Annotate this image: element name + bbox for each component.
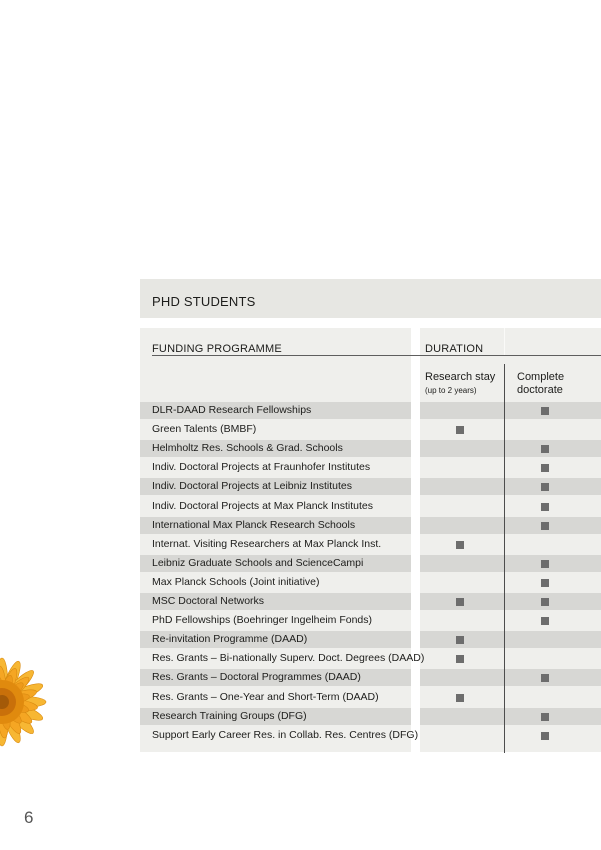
dahlia-flower-image [0, 610, 103, 790]
programme-name: DLR-DAAD Research Fellowships [152, 404, 312, 416]
table-row [0, 459, 601, 476]
programme-name: Indiv. Doctoral Projects at Max Planck Institutes [152, 500, 373, 512]
programme-name: Res. Grants – Doctoral Programmes (DAAD) [152, 671, 361, 683]
duration-divider [504, 364, 505, 753]
complete-doctorate-marker [541, 483, 549, 491]
row-background [420, 498, 601, 515]
row-background [420, 612, 601, 629]
programme-name: Res. Grants – One-Year and Short-Term (DAAD) [152, 691, 379, 703]
table-row [0, 402, 601, 419]
row-background [420, 593, 601, 610]
row-background [420, 440, 601, 457]
research-stay-marker [456, 541, 464, 549]
complete-doctorate-line2: doctorate [517, 384, 563, 396]
programme-name: Internat. Visiting Researchers at Max Planck Inst. [152, 538, 382, 550]
complete-doctorate-marker [541, 522, 549, 530]
row-background [420, 689, 601, 706]
row-background [420, 421, 601, 438]
row-background [420, 708, 601, 725]
programme-name: Indiv. Doctoral Projects at Leibniz Institutes [152, 480, 352, 492]
funding-programme-header: FUNDING PROGRAMME [152, 343, 282, 355]
research-stay-label: Research stay [425, 371, 496, 383]
table-row [0, 498, 601, 515]
research-stay-marker [456, 694, 464, 702]
complete-doctorate-marker [541, 445, 549, 453]
row-background [420, 650, 601, 667]
programme-name: Helmholtz Res. Schools & Grad. Schools [152, 442, 343, 454]
row-background [420, 478, 601, 495]
programme-name: Research Training Groups (DFG) [152, 710, 307, 722]
complete-doctorate-marker [541, 713, 549, 721]
programme-name: Indiv. Doctoral Projects at Fraunhofer Institutes [152, 461, 371, 473]
row-background [420, 574, 601, 591]
programme-name: Support Early Career Res. in Collab. Res. Centres (DFG) [152, 729, 419, 741]
page-number: 6 [24, 808, 34, 827]
duration-header: DURATION [425, 343, 484, 355]
table-row [0, 517, 601, 534]
programme-name: Re-invitation Programme (DAAD) [152, 633, 308, 645]
programme-name: Green Talents (BMBF) [152, 423, 257, 435]
table-row [0, 574, 601, 591]
table-row [0, 440, 601, 457]
row-background [420, 555, 601, 572]
table-row [0, 478, 601, 495]
complete-doctorate-marker [541, 464, 549, 472]
complete-doctorate-marker [541, 674, 549, 682]
row-background [420, 669, 601, 686]
row-background [420, 517, 601, 534]
row-background [420, 727, 601, 744]
row-background [420, 402, 601, 419]
programme-name: MSC Doctoral Networks [152, 595, 265, 607]
table-row [0, 536, 601, 553]
table-row [0, 421, 601, 438]
complete-doctorate-marker [541, 560, 549, 568]
row-background [420, 459, 601, 476]
research-stay-marker [456, 636, 464, 644]
row-background [420, 631, 601, 648]
complete-doctorate-marker [541, 732, 549, 740]
table-row [0, 593, 601, 610]
programme-name: International Max Planck Research Schools [152, 519, 356, 531]
research-stay-note: (up to 2 years) [425, 386, 477, 395]
complete-doctorate-marker [541, 598, 549, 606]
complete-doctorate-marker [541, 503, 549, 511]
complete-doctorate-line1: Complete [517, 371, 565, 383]
research-stay-marker [456, 655, 464, 663]
complete-doctorate-marker [541, 407, 549, 415]
programme-name: Max Planck Schools (Joint initiative) [152, 576, 320, 588]
research-stay-marker [456, 426, 464, 434]
complete-doctorate-marker [541, 579, 549, 587]
research-stay-marker [456, 598, 464, 606]
programme-name: PhD Fellowships (Boehringer Ingelheim Fonds) [152, 614, 373, 626]
table-row [0, 555, 601, 572]
section-title: PHD STUDENTS [152, 294, 256, 309]
complete-doctorate-marker [541, 617, 549, 625]
programme-name: Leibniz Graduate Schools and ScienceCampi [152, 557, 364, 569]
programme-name: Res. Grants – Bi-nationally Superv. Doct. Degrees (DAAD) [152, 652, 425, 664]
row-background [420, 536, 601, 553]
